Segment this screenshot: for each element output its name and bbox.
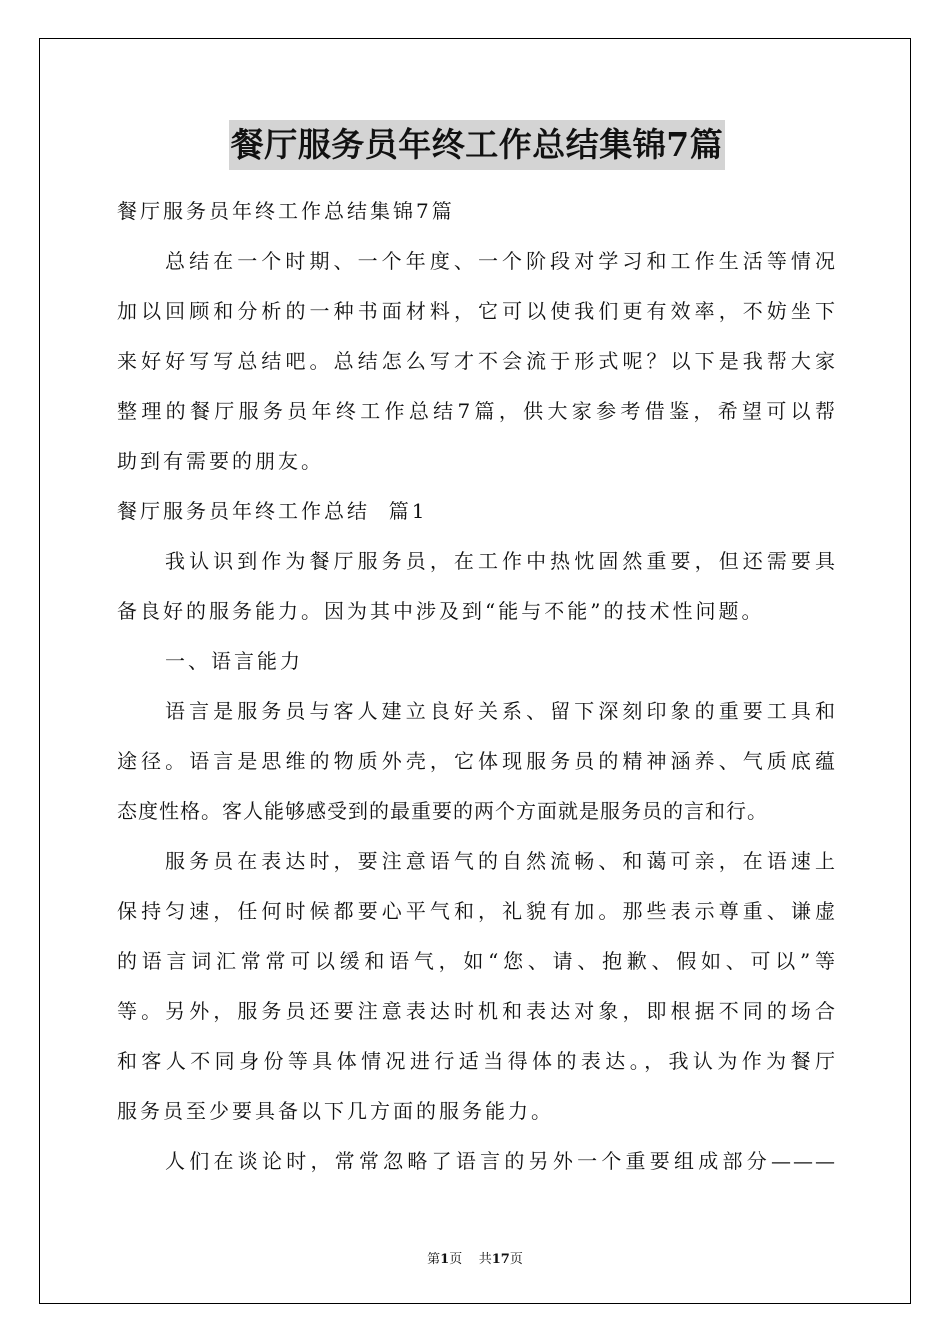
page-footer (0, 1248, 950, 1267)
intro-paragraph (117, 236, 837, 486)
footer-page-mid: 页 共 (449, 1252, 492, 1267)
paragraph-line: 和客人不同身份等具体情况进行适当得体的表达。，我认为作为餐厅 (117, 1049, 837, 1073)
document-body (117, 120, 837, 1186)
paragraph-line: 来好好写写总结吧。总结怎么写才不会流于形式呢？以下是我帮大家 (117, 349, 837, 373)
sub-heading: 一、语言能力 (165, 649, 303, 673)
paragraph-line: 语言是服务员与客人建立良好关系、留下深刻印象的重要工具和 (165, 699, 837, 723)
paragraph-3 (117, 836, 837, 1136)
paragraph-line: 总结在一个时期、一个年度、一个阶段对学习和工作生活等情况 (165, 249, 837, 273)
paragraph-line: 我认识到作为餐厅服务员，在工作中热忱固然重要，但还需要具 (165, 549, 837, 573)
document-title: 餐厅服务员年终工作总结集锦7篇 (229, 120, 725, 170)
paragraph-line: 助到有需要的朋友。 (117, 449, 324, 473)
footer-page-number: 1 (440, 1252, 450, 1267)
paragraph-2 (117, 686, 837, 836)
paragraph-line: 备良好的服务能力。因为其中涉及到“能与不能”的技术性问题。 (117, 599, 765, 623)
document-subtitle: 餐厅服务员年终工作总结集锦7篇 (117, 199, 455, 223)
paragraph-1 (117, 536, 837, 636)
paragraph-line: 人们在谈论时，常常忽略了语言的另外一个重要组成部分——— (165, 1149, 837, 1173)
paragraph-line: 途径。语言是思维的物质外壳，它体现服务员的精神涵养、气质底蕴 (117, 749, 837, 773)
footer-page-prefix: 第 (427, 1252, 441, 1267)
paragraph-line: 的语言词汇常常可以缓和语气，如“您、请、抱歉、假如、可以”等 (117, 949, 837, 973)
title-container (117, 120, 837, 186)
paragraph-line: 等。另外，服务员还要注意表达时机和表达对象，即根据不同的场合 (117, 999, 837, 1023)
paragraph-line: 整理的餐厅服务员年终工作总结7篇，供大家参考借鉴，希望可以帮 (117, 399, 837, 423)
footer-total-pages: 17 (491, 1252, 510, 1267)
paragraph-line: 服务员在表达时，要注意语气的自然流畅、和蔼可亲，在语速上 (165, 849, 837, 873)
footer-page-suffix: 页 (509, 1252, 523, 1267)
paragraph-line: 加以回顾和分析的一种书面材料，它可以使我们更有效率，不妨坐下 (117, 299, 837, 323)
paragraph-4 (117, 1136, 837, 1186)
paragraph-line: 态度性格。客人能够感受到的最重要的两个方面就是服务员的言和行。 (117, 799, 768, 823)
paragraph-line: 服务员至少要具备以下几方面的服务能力。 (117, 1099, 554, 1123)
section-heading: 餐厅服务员年终工作总结 篇1 (117, 499, 428, 523)
paragraph-line: 保持匀速，任何时候都要心平气和，礼貌有加。那些表示尊重、谦虚 (117, 899, 837, 923)
